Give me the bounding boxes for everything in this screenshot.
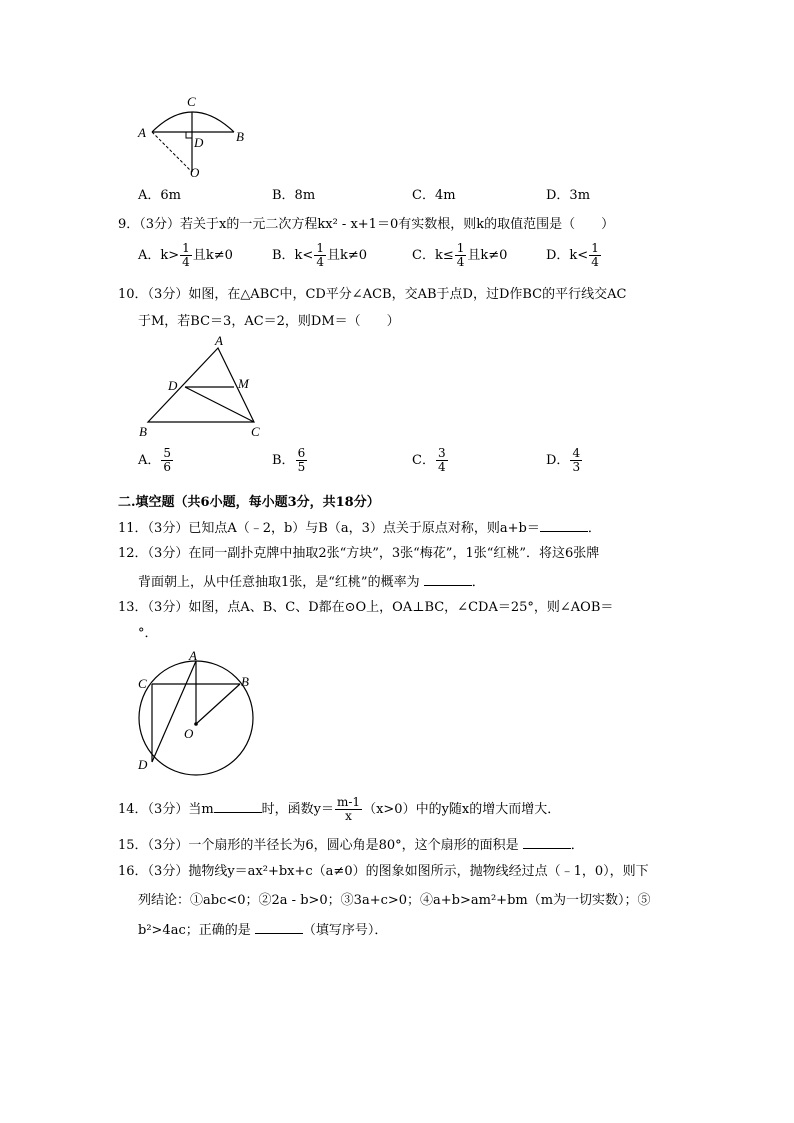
q8-option-d[interactable]: D．3m [546,188,591,203]
q11-answer-blank[interactable] [540,518,588,532]
fraction [314,242,326,269]
denominator: 4 [316,255,324,269]
option-prefix: C． [412,453,435,468]
label-a: A [215,334,223,348]
q14-text-mid: 时，函数y＝ [261,802,334,817]
fraction [161,447,173,474]
q16-question-line1: 16．（3分）抛物线y＝ax²+bx+c（a≠0）的图象如图所示，抛物线经过点（﹣1，0），则下 [118,864,649,879]
option-prefix: A． [138,453,161,468]
denominator: 4 [456,255,465,269]
arc-acb [152,112,234,132]
q8-option-a[interactable]: A．6m [138,188,181,203]
label-d: D [138,757,148,772]
q12-text: 背面朝上，从中任意抽取1张，是“红桃”的概率为 [138,575,420,590]
q12-answer-blank[interactable] [424,572,472,586]
right-angle-mark [186,132,192,138]
q15-text: 15．（3分）一个扇形的半径长为6，圆心角是80°，这个扇形的面积是 [118,838,519,853]
option-prefix: B． [272,453,295,468]
fraction [570,447,582,474]
q12-question-line2 [138,572,485,592]
q12-end: ． [471,575,485,590]
q8-figure [130,92,260,182]
numerator: 3 [437,446,446,460]
label-a: A [138,125,146,140]
denominator: 5 [297,460,306,474]
numerator: 1 [182,241,190,255]
option-prefix: A．k> [138,248,180,263]
q10-figure [130,334,280,442]
fraction [455,242,467,269]
q16-text-post: （填写序号）． [302,923,388,938]
label-c: C [138,676,147,691]
q16-text-pre: b²>4ac；正确的是 [138,923,251,938]
q9-option-d[interactable] [546,242,602,269]
numerator: m-1 [337,795,361,809]
label-d: D [168,378,178,393]
q9-option-b[interactable] [272,242,367,269]
label-a: A [189,648,197,663]
numerator: 1 [316,241,324,255]
center-dot [194,722,198,726]
q9-option-a[interactable] [138,242,233,269]
option-prefix: D．k< [546,248,589,263]
q15-question [118,835,584,855]
option-suffix: 且k≠0 [326,248,368,263]
option-suffix: 且k≠0 [467,248,508,263]
numerator: 1 [591,241,599,255]
option-prefix: C．k≤ [412,248,454,263]
option-suffix: 且k≠0 [192,248,233,263]
q13-figure [132,648,262,776]
q16-answer-blank[interactable] [255,920,303,934]
q11-question [118,518,601,538]
q14-question [118,796,560,823]
q10-question-line1: 10．（3分）如图，在△ABC中，CD平分∠ACB，交AB于点D，过D作BC的平行线交AC [118,287,627,302]
fraction [296,447,308,474]
q15-answer-blank[interactable] [523,835,571,849]
label-o: O [190,165,200,180]
q14-text-post: （x>0）中的y随x的增大而增大． [363,802,561,817]
label-b: B [139,424,147,439]
denominator: 4 [437,460,446,474]
q10-option-c[interactable] [412,447,449,474]
label-o: O [184,726,194,741]
q12-question-line1: 12．（3分）在同一副扑克牌中抽取2张“方块”，3张“梅花”，1张“红桃”．将这6张牌 [118,546,600,561]
q13-question-line2: °． [138,626,158,641]
q14-text-pre: 14．（3分）当m [118,802,214,817]
denominator: 3 [572,460,581,474]
fraction [436,447,448,474]
option-prefix: D． [546,453,570,468]
fraction [589,242,601,269]
q10-option-b[interactable] [272,447,308,474]
denominator: 4 [591,255,599,269]
denominator: x [345,809,352,823]
q8-option-b[interactable]: B．8m [272,188,316,203]
numerator: 1 [456,241,465,255]
segment-dc [185,387,254,422]
fraction [180,242,192,269]
label-b: B [241,674,249,689]
q9-option-c[interactable] [412,242,507,269]
q8-option-c[interactable]: C．4m [412,188,456,203]
q16-question-line2: 列结论：①abc<0；②2a - b>0；③3a+c>0；④a+b>am²+bm（m为一切实数）；⑤ [138,893,651,908]
label-m: M [238,376,249,391]
denominator: 6 [163,460,172,474]
q11-end: ． [587,521,601,536]
q10-option-a[interactable] [138,447,174,474]
numerator: 6 [297,446,306,460]
label-c: C [251,424,260,439]
label-c: C [187,94,196,109]
q15-end: ． [570,838,584,853]
q10-question-line2: 于M，若BC＝3，AC＝2，则DM＝（ ） [138,314,400,329]
label-d: D [194,135,204,150]
q13-question-line1: 13．（3分）如图，点A、B、C、D都在⊙O上，OA⊥BC，∠CDA＝25°，则∠AOB＝ [118,600,614,615]
segment-ob [196,684,240,724]
q14-answer-blank[interactable] [214,799,262,813]
fraction [335,796,362,823]
denominator: 4 [182,255,190,269]
segment-da [152,661,196,762]
q16-question-line3 [138,920,387,940]
q9-question: 9．（3分）若关于x的一元二次方程kx² - x+1＝0有实数根，则k的取值范围是（ ） [118,217,615,232]
numerator: 4 [572,446,581,460]
q10-option-d[interactable] [546,447,583,474]
section-heading-fill-in: 二.填空题（共6小题，每小题3分，共18分） [118,495,380,510]
option-prefix: B．k< [272,248,314,263]
q11-text: 11．（3分）已知点A（﹣2，b）与B（a，3）点关于原点对称，则a+b＝ [118,521,540,536]
numerator: 5 [163,446,172,460]
label-b: B [236,129,244,144]
